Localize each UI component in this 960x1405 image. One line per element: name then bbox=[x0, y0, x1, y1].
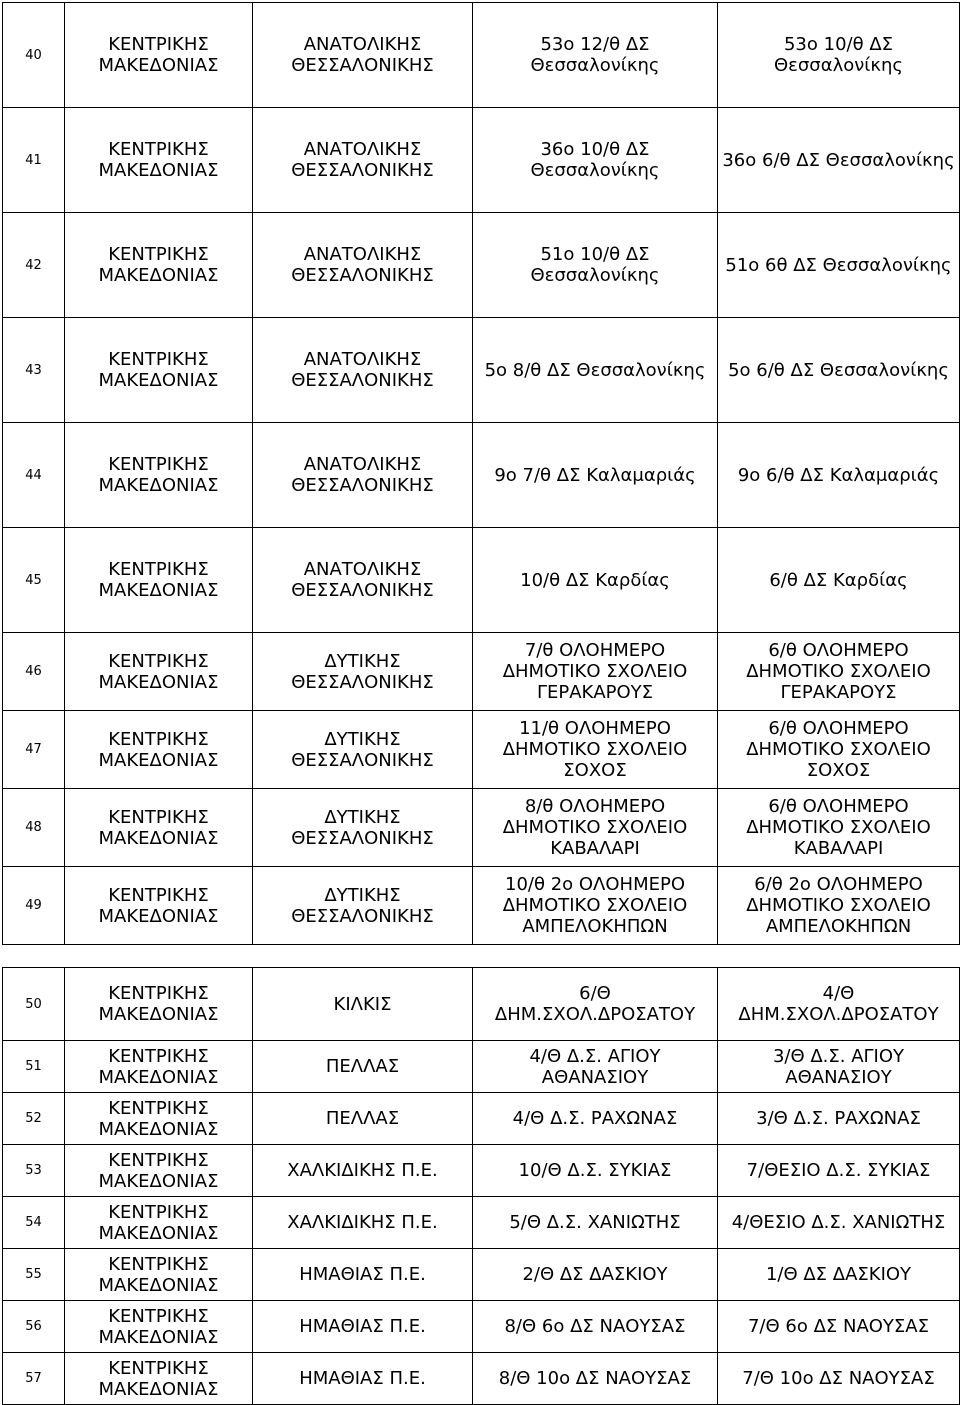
from-school-cell: 8/Θ 10ο ΔΣ ΝΑΟΥΣΑΣ bbox=[473, 1353, 718, 1405]
table-row bbox=[3, 968, 960, 1041]
row-number: 47 bbox=[3, 711, 65, 789]
from-school-cell: 5/Θ Δ.Σ. ΧΑΝΙΩΤΗΣ bbox=[473, 1197, 718, 1249]
to-school-cell: 4/ΘΕΣΙΟ Δ.Σ. ΧΑΝΙΩΤΗΣ bbox=[718, 1197, 960, 1249]
to-school-cell: 51ο 6θ ΔΣ Θεσσαλονίκης bbox=[718, 213, 960, 318]
table-row bbox=[3, 633, 960, 711]
from-school-cell: 51ο 10/θ ΔΣ Θεσσαλονίκης bbox=[473, 213, 718, 318]
area-cell: ΑΝΑΤΟΛΙΚΗΣ ΘΕΣΣΑΛΟΝΙΚΗΣ bbox=[253, 423, 473, 528]
to-school-cell: 6/θ 2ο ΟΛΟΗΜΕΡΟ ΔΗΜΟΤΙΚΟ ΣΧΟΛΕΙΟ ΑΜΠΕΛΟΚΗΠΩΝ bbox=[718, 867, 960, 945]
region-cell: ΚΕΝΤΡΙΚΗΣ ΜΑΚΕΔΟΝΙΑΣ bbox=[65, 423, 253, 528]
table-row bbox=[3, 3, 960, 108]
table-row bbox=[3, 1041, 960, 1093]
to-school-cell: 36ο 6/θ ΔΣ Θεσσαλονίκης bbox=[718, 108, 960, 213]
to-school-cell: 4/Θ ΔΗΜ.ΣΧΟΛ.ΔΡΟΣΑΤΟΥ bbox=[718, 968, 960, 1041]
area-cell: ΑΝΑΤΟΛΙΚΗΣ ΘΕΣΣΑΛΟΝΙΚΗΣ bbox=[253, 108, 473, 213]
region-cell: ΚΕΝΤΡΙΚΗΣ ΜΑΚΕΔΟΝΙΑΣ bbox=[65, 1041, 253, 1093]
table-row bbox=[3, 528, 960, 633]
from-school-cell: 4/Θ Δ.Σ. ΑΓΙΟΥ ΑΘΑΝΑΣΙΟΥ bbox=[473, 1041, 718, 1093]
row-number: 49 bbox=[3, 867, 65, 945]
row-number: 46 bbox=[3, 633, 65, 711]
row-number: 51 bbox=[3, 1041, 65, 1093]
from-school-cell: 10/θ ΔΣ Καρδίας bbox=[473, 528, 718, 633]
area-cell: ΠΕΛΛΑΣ bbox=[253, 1093, 473, 1145]
from-school-cell: 10/θ 2ο ΟΛΟΗΜΕΡΟ ΔΗΜΟΤΙΚΟ ΣΧΟΛΕΙΟ ΑΜΠΕΛΟΚΗΠΩΝ bbox=[473, 867, 718, 945]
region-cell: ΚΕΝΤΡΙΚΗΣ ΜΑΚΕΔΟΝΙΑΣ bbox=[65, 318, 253, 423]
to-school-cell: 7/Θ 6ο ΔΣ ΝΑΟΥΣΑΣ bbox=[718, 1301, 960, 1353]
area-cell: ΔΥΤΙΚΗΣ ΘΕΣΣΑΛΟΝΙΚΗΣ bbox=[253, 633, 473, 711]
school-merge-table-1 bbox=[2, 2, 960, 945]
row-number: 55 bbox=[3, 1249, 65, 1301]
area-cell: ΗΜΑΘΙΑΣ Π.Ε. bbox=[253, 1301, 473, 1353]
to-school-cell: 9ο 6/θ ΔΣ Καλαμαριάς bbox=[718, 423, 960, 528]
region-cell: ΚΕΝΤΡΙΚΗΣ ΜΑΚΕΔΟΝΙΑΣ bbox=[65, 1093, 253, 1145]
area-cell: ΔΥΤΙΚΗΣ ΘΕΣΣΑΛΟΝΙΚΗΣ bbox=[253, 867, 473, 945]
area-cell: ΔΥΤΙΚΗΣ ΘΕΣΣΑΛΟΝΙΚΗΣ bbox=[253, 711, 473, 789]
area-cell: ΧΑΛΚΙΔΙΚΗΣ Π.Ε. bbox=[253, 1145, 473, 1197]
area-cell: ΗΜΑΘΙΑΣ Π.Ε. bbox=[253, 1353, 473, 1405]
table-row bbox=[3, 1249, 960, 1301]
to-school-cell: 6/θ ΟΛΟΗΜΕΡΟ ΔΗΜΟΤΙΚΟ ΣΧΟΛΕΙΟ ΓΕΡΑΚΑΡΟΥΣ bbox=[718, 633, 960, 711]
region-cell: ΚΕΝΤΡΙΚΗΣ ΜΑΚΕΔΟΝΙΑΣ bbox=[65, 711, 253, 789]
row-number: 44 bbox=[3, 423, 65, 528]
table-row bbox=[3, 789, 960, 867]
from-school-cell: 53ο 12/θ ΔΣ Θεσσαλονίκης bbox=[473, 3, 718, 108]
row-number: 50 bbox=[3, 968, 65, 1041]
from-school-cell: 2/Θ ΔΣ ΔΑΣΚΙΟΥ bbox=[473, 1249, 718, 1301]
table-row bbox=[3, 1145, 960, 1197]
table-row bbox=[3, 1353, 960, 1405]
table-row bbox=[3, 213, 960, 318]
row-number: 42 bbox=[3, 213, 65, 318]
region-cell: ΚΕΝΤΡΙΚΗΣ ΜΑΚΕΔΟΝΙΑΣ bbox=[65, 789, 253, 867]
from-school-cell: 4/Θ Δ.Σ. ΡΑΧΩΝΑΣ bbox=[473, 1093, 718, 1145]
region-cell: ΚΕΝΤΡΙΚΗΣ ΜΑΚΕΔΟΝΙΑΣ bbox=[65, 1197, 253, 1249]
table-row bbox=[3, 423, 960, 528]
to-school-cell: 53ο 10/θ ΔΣ Θεσσαλονίκης bbox=[718, 3, 960, 108]
region-cell: ΚΕΝΤΡΙΚΗΣ ΜΑΚΕΔΟΝΙΑΣ bbox=[65, 213, 253, 318]
area-cell: ΑΝΑΤΟΛΙΚΗΣ ΘΕΣΣΑΛΟΝΙΚΗΣ bbox=[253, 528, 473, 633]
region-cell: ΚΕΝΤΡΙΚΗΣ ΜΑΚΕΔΟΝΙΑΣ bbox=[65, 528, 253, 633]
from-school-cell: 8/Θ 6ο ΔΣ ΝΑΟΥΣΑΣ bbox=[473, 1301, 718, 1353]
to-school-cell: 6/θ ΟΛΟΗΜΕΡΟ ΔΗΜΟΤΙΚΟ ΣΧΟΛΕΙΟ ΚΑΒΑΛΑΡΙ bbox=[718, 789, 960, 867]
from-school-cell: 7/θ ΟΛΟΗΜΕΡΟ ΔΗΜΟΤΙΚΟ ΣΧΟΛΕΙΟ ΓΕΡΑΚΑΡΟΥΣ bbox=[473, 633, 718, 711]
area-cell: ΑΝΑΤΟΛΙΚΗΣ ΘΕΣΣΑΛΟΝΙΚΗΣ bbox=[253, 318, 473, 423]
row-number: 54 bbox=[3, 1197, 65, 1249]
region-cell: ΚΕΝΤΡΙΚΗΣ ΜΑΚΕΔΟΝΙΑΣ bbox=[65, 1301, 253, 1353]
to-school-cell: 1/Θ ΔΣ ΔΑΣΚΙΟΥ bbox=[718, 1249, 960, 1301]
area-cell: ΑΝΑΤΟΛΙΚΗΣ ΘΕΣΣΑΛΟΝΙΚΗΣ bbox=[253, 213, 473, 318]
table-row bbox=[3, 318, 960, 423]
area-cell: ΠΕΛΛΑΣ bbox=[253, 1041, 473, 1093]
table-row bbox=[3, 1093, 960, 1145]
area-cell: ΗΜΑΘΙΑΣ Π.Ε. bbox=[253, 1249, 473, 1301]
table-row bbox=[3, 867, 960, 945]
row-number: 40 bbox=[3, 3, 65, 108]
row-number: 43 bbox=[3, 318, 65, 423]
table-row bbox=[3, 1301, 960, 1353]
region-cell: ΚΕΝΤΡΙΚΗΣ ΜΑΚΕΔΟΝΙΑΣ bbox=[65, 968, 253, 1041]
row-number: 41 bbox=[3, 108, 65, 213]
to-school-cell: 3/Θ Δ.Σ. ΡΑΧΩΝΑΣ bbox=[718, 1093, 960, 1145]
region-cell: ΚΕΝΤΡΙΚΗΣ ΜΑΚΕΔΟΝΙΑΣ bbox=[65, 108, 253, 213]
from-school-cell: 10/Θ Δ.Σ. ΣΥΚΙΑΣ bbox=[473, 1145, 718, 1197]
region-cell: ΚΕΝΤΡΙΚΗΣ ΜΑΚΕΔΟΝΙΑΣ bbox=[65, 867, 253, 945]
area-cell: ΑΝΑΤΟΛΙΚΗΣ ΘΕΣΣΑΛΟΝΙΚΗΣ bbox=[253, 3, 473, 108]
to-school-cell: 7/ΘΕΣΙΟ Δ.Σ. ΣΥΚΙΑΣ bbox=[718, 1145, 960, 1197]
region-cell: ΚΕΝΤΡΙΚΗΣ ΜΑΚΕΔΟΝΙΑΣ bbox=[65, 1249, 253, 1301]
row-number: 56 bbox=[3, 1301, 65, 1353]
from-school-cell: 9ο 7/θ ΔΣ Καλαμαριάς bbox=[473, 423, 718, 528]
to-school-cell: 3/Θ Δ.Σ. ΑΓΙΟΥ ΑΘΑΝΑΣΙΟΥ bbox=[718, 1041, 960, 1093]
region-cell: ΚΕΝΤΡΙΚΗΣ ΜΑΚΕΔΟΝΙΑΣ bbox=[65, 1353, 253, 1405]
region-cell: ΚΕΝΤΡΙΚΗΣ ΜΑΚΕΔΟΝΙΑΣ bbox=[65, 3, 253, 108]
school-merge-table-2 bbox=[2, 967, 960, 1405]
region-cell: ΚΕΝΤΡΙΚΗΣ ΜΑΚΕΔΟΝΙΑΣ bbox=[65, 1145, 253, 1197]
from-school-cell: 5ο 8/θ ΔΣ Θεσσαλονίκης bbox=[473, 318, 718, 423]
to-school-cell: 6/θ ΔΣ Καρδίας bbox=[718, 528, 960, 633]
from-school-cell: 11/θ ΟΛΟΗΜΕΡΟ ΔΗΜΟΤΙΚΟ ΣΧΟΛΕΙΟ ΣΟΧΟΣ bbox=[473, 711, 718, 789]
to-school-cell: 6/θ ΟΛΟΗΜΕΡΟ ΔΗΜΟΤΙΚΟ ΣΧΟΛΕΙΟ ΣΟΧΟΣ bbox=[718, 711, 960, 789]
to-school-cell: 5ο 6/θ ΔΣ Θεσσαλονίκης bbox=[718, 318, 960, 423]
region-cell: ΚΕΝΤΡΙΚΗΣ ΜΑΚΕΔΟΝΙΑΣ bbox=[65, 633, 253, 711]
to-school-cell: 7/Θ 10ο ΔΣ ΝΑΟΥΣΑΣ bbox=[718, 1353, 960, 1405]
area-cell: ΔΥΤΙΚΗΣ ΘΕΣΣΑΛΟΝΙΚΗΣ bbox=[253, 789, 473, 867]
row-number: 53 bbox=[3, 1145, 65, 1197]
from-school-cell: 6/Θ ΔΗΜ.ΣΧΟΛ.ΔΡΟΣΑΤΟΥ bbox=[473, 968, 718, 1041]
from-school-cell: 36ο 10/θ ΔΣ Θεσσαλονίκης bbox=[473, 108, 718, 213]
area-cell: ΚΙΛΚΙΣ bbox=[253, 968, 473, 1041]
table-row bbox=[3, 711, 960, 789]
area-cell: ΧΑΛΚΙΔΙΚΗΣ Π.Ε. bbox=[253, 1197, 473, 1249]
from-school-cell: 8/θ ΟΛΟΗΜΕΡΟ ΔΗΜΟΤΙΚΟ ΣΧΟΛΕΙΟ ΚΑΒΑΛΑΡΙ bbox=[473, 789, 718, 867]
row-number: 57 bbox=[3, 1353, 65, 1405]
row-number: 52 bbox=[3, 1093, 65, 1145]
table-row bbox=[3, 108, 960, 213]
table-row bbox=[3, 1197, 960, 1249]
row-number: 48 bbox=[3, 789, 65, 867]
row-number: 45 bbox=[3, 528, 65, 633]
